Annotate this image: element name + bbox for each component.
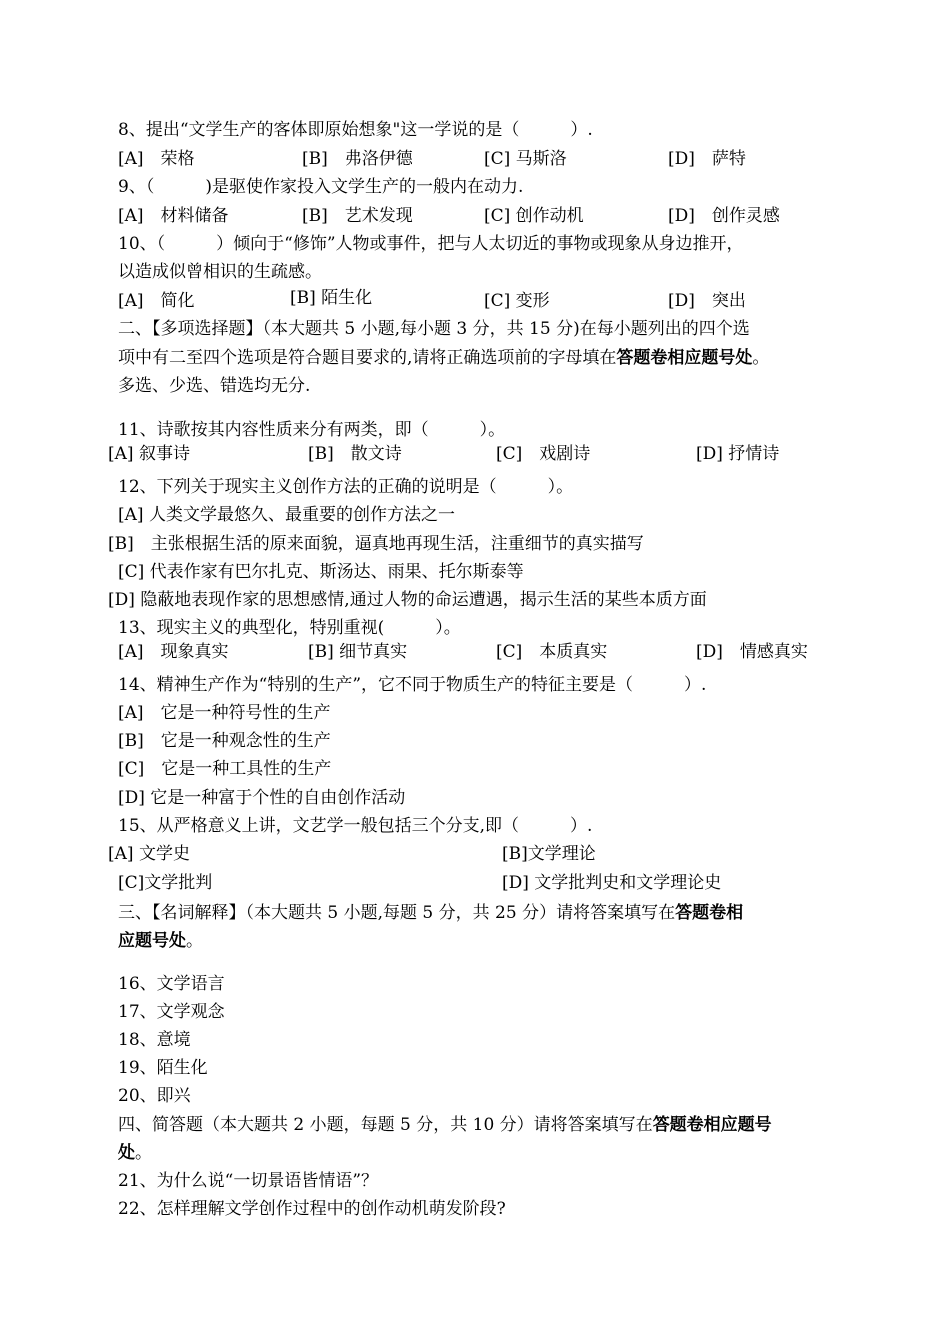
term-16: 16、文学语言 — [118, 974, 225, 994]
question-10-stem-line1: 10、（ ）倾向于“修饰”人物或事件，把与人太切近的事物或现象从身边推开， — [118, 234, 744, 254]
q15-option-c: [C]文学批判 — [118, 873, 213, 893]
q10-option-a: [A] 简化 — [118, 291, 195, 311]
q8-option-c: [C] 马斯洛 — [484, 149, 567, 169]
q9-option-a: [A] 材料储备 — [118, 206, 229, 226]
q10-option-d: [D] 突出 — [668, 291, 746, 311]
q15-option-a: [A] 文学史 — [108, 844, 190, 864]
question-12-stem: 12、下列关于现实主义创作方法的正确的说明是（ ）。 — [118, 477, 574, 497]
question-14-stem: 14、精神生产作为“特别的生产”，它不同于物质生产的特征主要是（ ）. — [118, 675, 707, 695]
q10-option-c: [C] 变形 — [484, 291, 550, 311]
section-3-instruction: 三、【名词解释】（本大题共 5 小题,每题 5 分，共 25 分）请将答案填写在 — [118, 903, 676, 923]
q15-option-b: [B]文学理论 — [502, 844, 596, 864]
q12-option-d: [D] 隐蔽地表现作家的思想感情,通过人物的命运遭遇，揭示生活的某些本质方面 — [108, 590, 707, 610]
q11-option-a: [A] 叙事诗 — [108, 444, 190, 464]
q10-option-b: [B] 陌生化 — [290, 288, 373, 308]
answer-sheet-ref-cont: 应题号处 — [118, 931, 186, 951]
q9-option-b: [B] 艺术发现 — [302, 206, 413, 226]
question-9-stem: 9、（ )是驱使作家投入文学生产的一般内在动力. — [118, 177, 524, 197]
question-10-stem-line2: 以造成似曾相识的生疏感。 — [118, 262, 322, 282]
q12-option-a: [A] 人类文学最悠久、最重要的创作方法之一 — [118, 505, 455, 525]
section-2-instruction: 项中有二至四个选项是符合题目要求的,请将正确选项前的字母填在 — [118, 348, 617, 368]
q11-option-d: [D] 抒情诗 — [696, 444, 780, 464]
q15-option-d: [D] 文学批判史和文学理论史 — [502, 873, 722, 893]
section-4-heading-line2 — [118, 1142, 152, 1164]
question-15-stem: 15、从严格意义上讲，文艺学一般包括三个分支,即（ ）. — [118, 816, 593, 836]
q13-option-c: [C] 本质真实 — [496, 642, 608, 662]
section-4-punct: 。 — [135, 1143, 152, 1163]
term-18: 18、意境 — [118, 1030, 191, 1050]
q12-option-b: [B] 主张根据生活的原来面貌，逼真地再现生活，注重细节的真实描写 — [108, 534, 644, 554]
q8-option-a: [A] 荣格 — [118, 149, 195, 169]
question-21: 21、为什么说“一切景语皆情语”？ — [118, 1171, 379, 1191]
section-3-heading-line2 — [118, 930, 203, 952]
term-19: 19、陌生化 — [118, 1058, 208, 1078]
section-2-punct: 。 — [752, 348, 770, 368]
question-11-stem: 11、诗歌按其内容性质来分有两类，即（ ）。 — [118, 420, 506, 440]
q13-option-d: [D] 情感真实 — [696, 642, 808, 662]
q13-option-a: [A] 现象真实 — [118, 642, 229, 662]
q9-option-d: [D] 创作灵感 — [668, 206, 780, 226]
question-22: 22、怎样理解文学创作过程中的创作动机萌发阶段? — [118, 1199, 506, 1219]
q14-option-c: [C] 它是一种工具性的生产 — [118, 759, 332, 779]
section-2-heading-line2 — [118, 347, 769, 369]
section-4-instruction: 四、简答题（本大题共 2 小题，每题 5 分，共 10 分）请将答案填写在 — [118, 1115, 653, 1135]
q13-option-b: [B] 细节真实 — [308, 642, 408, 662]
section-4-heading-line1 — [118, 1114, 772, 1136]
section-3-punct: 。 — [186, 931, 203, 951]
q12-option-c: [C] 代表作家有巴尔扎克、斯汤达、雨果、托尔斯泰等 — [118, 562, 524, 582]
q8-option-b: [B] 弗洛伊德 — [302, 149, 413, 169]
section-3-heading-line1 — [118, 902, 743, 924]
term-17: 17、文学观念 — [118, 1002, 225, 1022]
answer-sheet-ref: 答题卷相 — [675, 903, 744, 923]
q14-option-b: [B] 它是一种观念性的生产 — [118, 731, 331, 751]
question-8-stem: 8、提出“文学生产的客体即原始想象"这一学说的是（ ）. — [118, 120, 593, 140]
q11-option-b: [B] 散文诗 — [308, 444, 402, 464]
answer-sheet-ref: 答题卷相应题号处 — [616, 348, 753, 368]
section-2-heading-line3: 多选、少选、错选均无分. — [118, 376, 311, 396]
section-2-heading-line1: 二、【多项选择题】（本大题共 5 小题,每小题 3 分，共 15 分)在每小题列出的四个选 — [118, 319, 750, 339]
question-13-stem: 13、现实主义的典型化，特别重视( ）。 — [118, 618, 461, 638]
q11-option-c: [C] 戏剧诗 — [496, 444, 591, 464]
q8-option-d: [D] 萨特 — [668, 149, 746, 169]
answer-sheet-ref-cont: 处 — [118, 1143, 135, 1163]
answer-sheet-ref: 答题卷相应题号 — [652, 1115, 772, 1135]
q9-option-c: [C] 创作动机 — [484, 206, 584, 226]
q14-option-d: [D] 它是一种富于个性的自由创作活动 — [118, 788, 406, 808]
q14-option-a: [A] 它是一种符号性的生产 — [118, 703, 331, 723]
term-20: 20、即兴 — [118, 1086, 191, 1106]
